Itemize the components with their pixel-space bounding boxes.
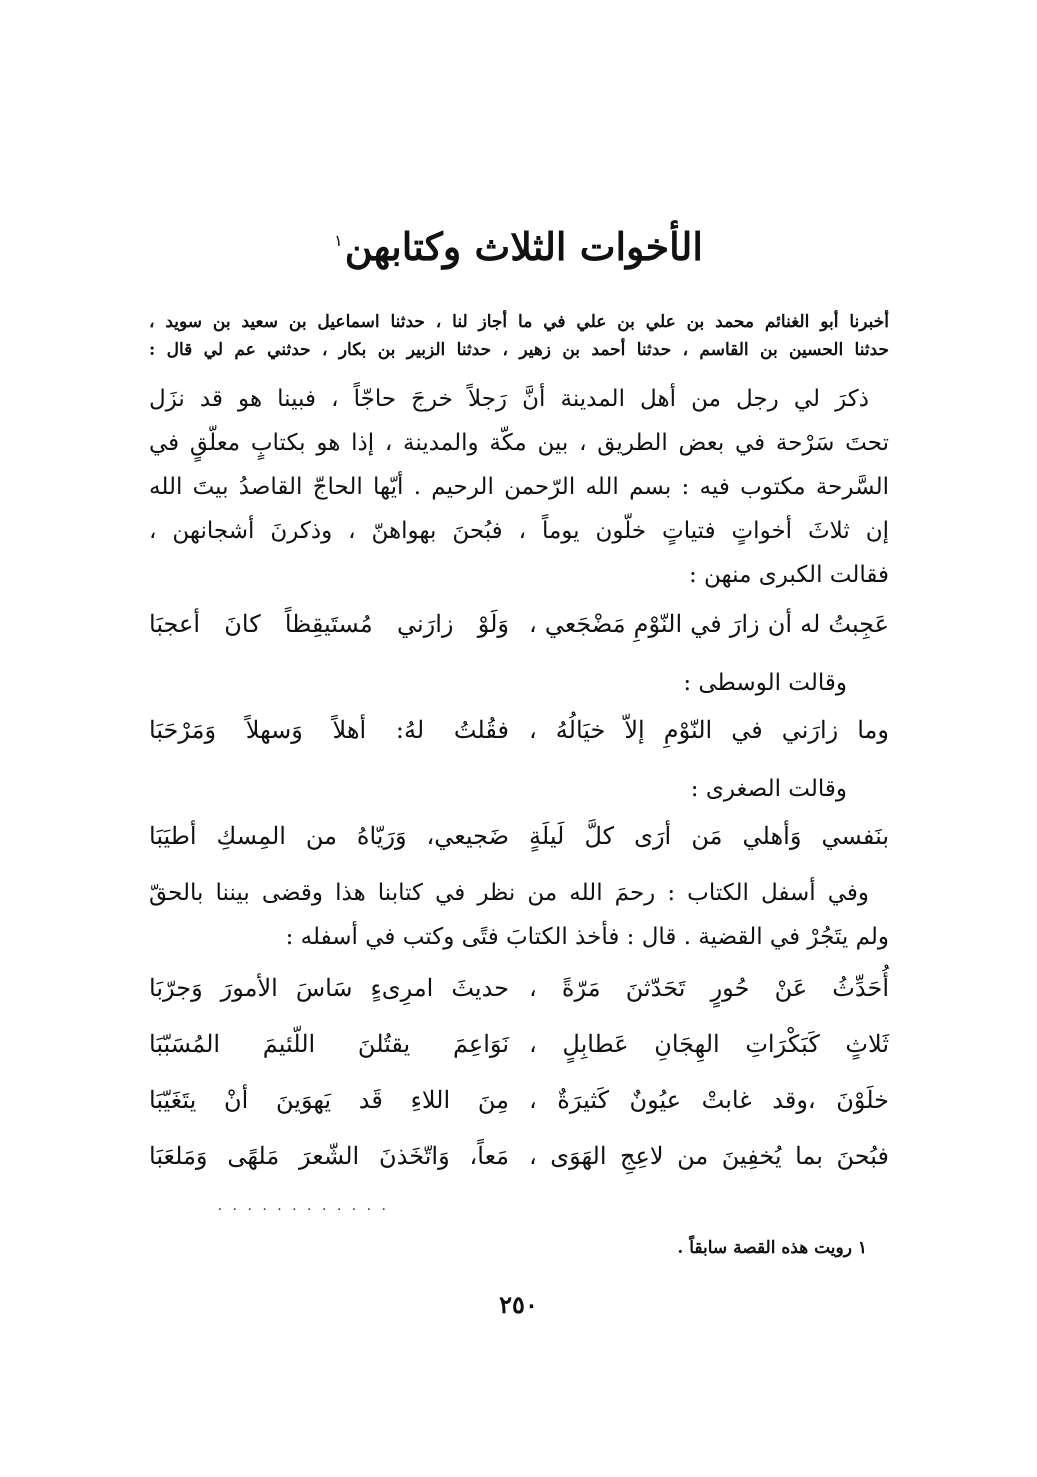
verse-reply-1	[149, 974, 889, 1014]
verse-reply-2	[149, 1030, 889, 1070]
verse-second-hemistich: فقُلتُ لهُ: أهلاً وَسهلاً وَمَرْحَبَا	[149, 716, 509, 744]
isnad-line-2: حدثنا الحسين بن القاسم ، حدثنا أحمد بن زهير ، حدثنا الزبير بن بكار ، حدثني عم لي قال :	[149, 340, 889, 360]
verse-second-hemistich: وَلَوْ زارَني مُستَيقِظاً كانَ أعجبَا	[149, 610, 509, 638]
prose-line-2: تحتَ سَرْحة في بعض الطريق ، بين مكّة والمدينة ، إذا هو بكتابٍ معلّقٍ في	[149, 430, 889, 456]
verse-second-hemistich: نَوَاعِمَ يقتُلنَ اللّئيمَ المُسَبّبَا	[149, 1030, 509, 1058]
prose2-line-1: وفي أسفل الكتاب : رحمَ الله من نظر في كتابنا هذا وقضى بيننا بالحقّ	[149, 880, 869, 906]
verse-wusta	[149, 716, 889, 756]
prose2-line-2: ولم يتَجُرْ في القضية . قال : فأخذ الكتابَ فتًى وكتب في أسفله :	[285, 924, 889, 950]
prose-line-1: ذكرَ لي رجل من أهل المدينة أنَّ رَجلاً خرجَ حاجّاً ، فبينا هو قد نزَل	[149, 386, 869, 412]
verse-sughra	[149, 822, 889, 862]
verse-first-hemistich: ثَلاثٍ كَبَكْرَاتِ الهِجَانِ عَطابِلٍ ،	[529, 1030, 889, 1058]
footnote: ١ رويت هذه القصة سابقاً .	[677, 1238, 867, 1258]
verse-first-hemistich: عَجِبتُ له أن زارَ في النّوْمِ مَضْجَعي ،	[529, 610, 889, 638]
verse-kubra	[149, 610, 889, 650]
prose-line-3: السَّرحة مكتوب فيه : بسم الله الرّحمن الرحيم . أيّها الحاجّ القاصدُ بيتَ الله	[149, 474, 889, 500]
verse-second-hemistich: حديثَ امرِىءٍ سَاسَ الأمورَ وَجرّبَا	[149, 974, 509, 1002]
ellipsis-dots: . . . . . . . . . . . .	[217, 1198, 389, 1214]
verse-reply-3	[149, 1086, 889, 1126]
prose-line-5: فقالت الكبرى منهن :	[688, 562, 889, 588]
isnad-line-1: أخبرنا أبو الغنائم محمد بن علي بن علي في ما أجاز لنا ، حدثنا اسماعيل بن سعيد بن سويد ،	[149, 312, 889, 332]
verse-second-hemistich: مِنَ اللاءِ قَد يَهوَينَ أنْ يتَغَيّبَا	[149, 1086, 509, 1114]
verse-second-hemistich: ضَجيعي، وَرَيّاهُ من المِسكِ أطيَبَا	[149, 822, 509, 850]
verse-second-hemistich: مَعاً، وَاتّخَذنَ الشّعرَ مَلهًى وَمَلعَبَا	[149, 1142, 509, 1170]
verse-reply-4	[149, 1142, 889, 1182]
verse-first-hemistich: بنَفسي وَأهلي مَن أرَى كلَّ لَيلَةٍ	[529, 822, 889, 850]
chapter-title	[0, 224, 1037, 269]
verse-first-hemistich: فبُحنَ بما يُخفِينَ من لاعِجِ الهَوَى ،	[529, 1142, 889, 1170]
page-number: ٢٥٠	[499, 1290, 538, 1319]
verse-first-hemistich: وما زارَني في النّوْمِ إلاّ خيَالُهُ ،	[529, 716, 889, 744]
intro-wusta: وقالت الوسطى :	[683, 670, 847, 696]
verse-first-hemistich: أُحَدِّثُ عَنْ حُورٍ تَحَدّثنَ مَرّةً ،	[529, 974, 889, 1002]
chapter-title-text: الأخوات الثلاث وكتابهن	[344, 224, 703, 269]
intro-sughra: وقالت الصغرى :	[690, 776, 847, 802]
footnote-marker: ١	[334, 231, 343, 251]
verse-first-hemistich: خلَوْنَ ،وقد غابتْ عيُونٌ كَثيرَةٌ ،	[529, 1086, 889, 1114]
prose-line-4: إن ثلاثَ أخواتٍ فتياتٍ خلّون يوماً ، فبُحنَ بهواهنّ ، وذكرنَ أشجانهن ،	[149, 518, 889, 544]
